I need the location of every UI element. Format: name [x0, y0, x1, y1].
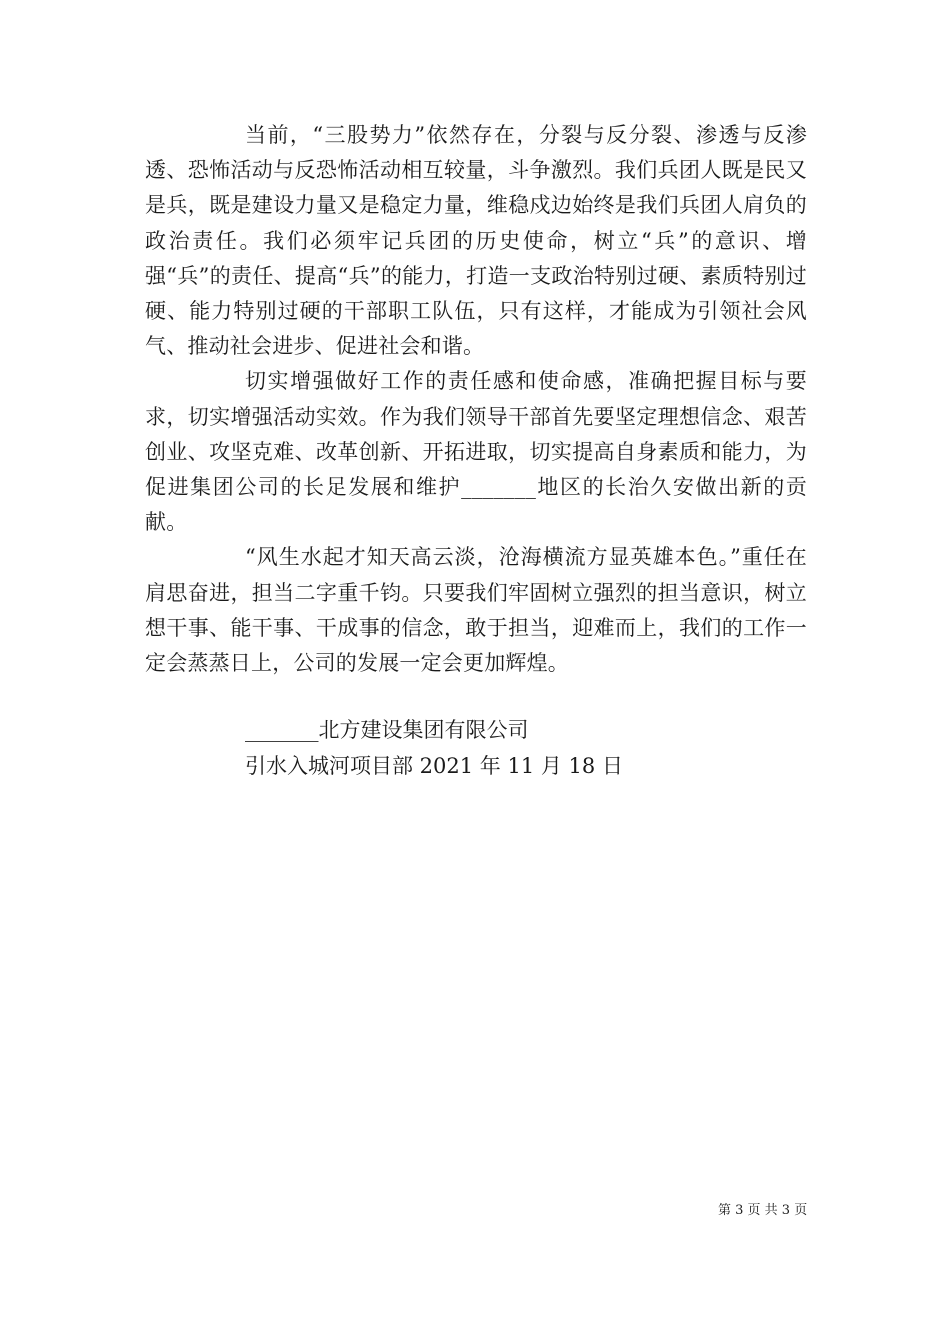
paragraph-responsibility: 切实增强做好工作的责任感和使命感，准确把握目标与要求，切实增强活动实效。作为我们领导干部首先要坚定理想信念、艰苦创业、攻坚克难、改革创新、开拓进取，切实提高自身素质和能力，为促进集团公司的长足发展和维护_______地区的长治久安做出新的贡献。: [145, 369, 807, 535]
paragraph-conclusion: “风生水起才知天高云淡，沧海横流方显英雄本色。”重任在肩思奋进，担当二字重千钧。只要我们牢固树立强烈的担当意识，树立想干事、能干事、干成事的信念，敢于担当，迎难而上，我们的工作一定会蒸蒸日上，公司的发展一定会更加辉煌。: [145, 545, 807, 676]
signature-date: 引水入城河项目部 2021 年 11 月 18 日: [245, 754, 623, 778]
signature-company: _______北方建设集团有限公司: [245, 718, 529, 742]
page-number: 第 3 页 共 3 页: [718, 1203, 808, 1218]
paragraph-three-forces: 当前，“三股势力”依然存在，分裂与反分裂、渗透与反渗透、恐怖活动与反恐怖活动相互较量，斗争激烈。我们兵团人既是民又是兵，既是建设力量又是稳定力量，维稳戍边始终是我们兵团人肩负的政治责任。我们必须牢记兵团的历史使命，树立“兵”的意识、增强“兵”的责任、提高“兵”的能力，打造一支政治特别过硬、素质特别过硬、能力特别过硬的干部职工队伍，只有这样，才能成为引领社会风气、推动社会进步、促进社会和谐。: [145, 123, 807, 359]
document-body: [145, 118, 807, 681]
